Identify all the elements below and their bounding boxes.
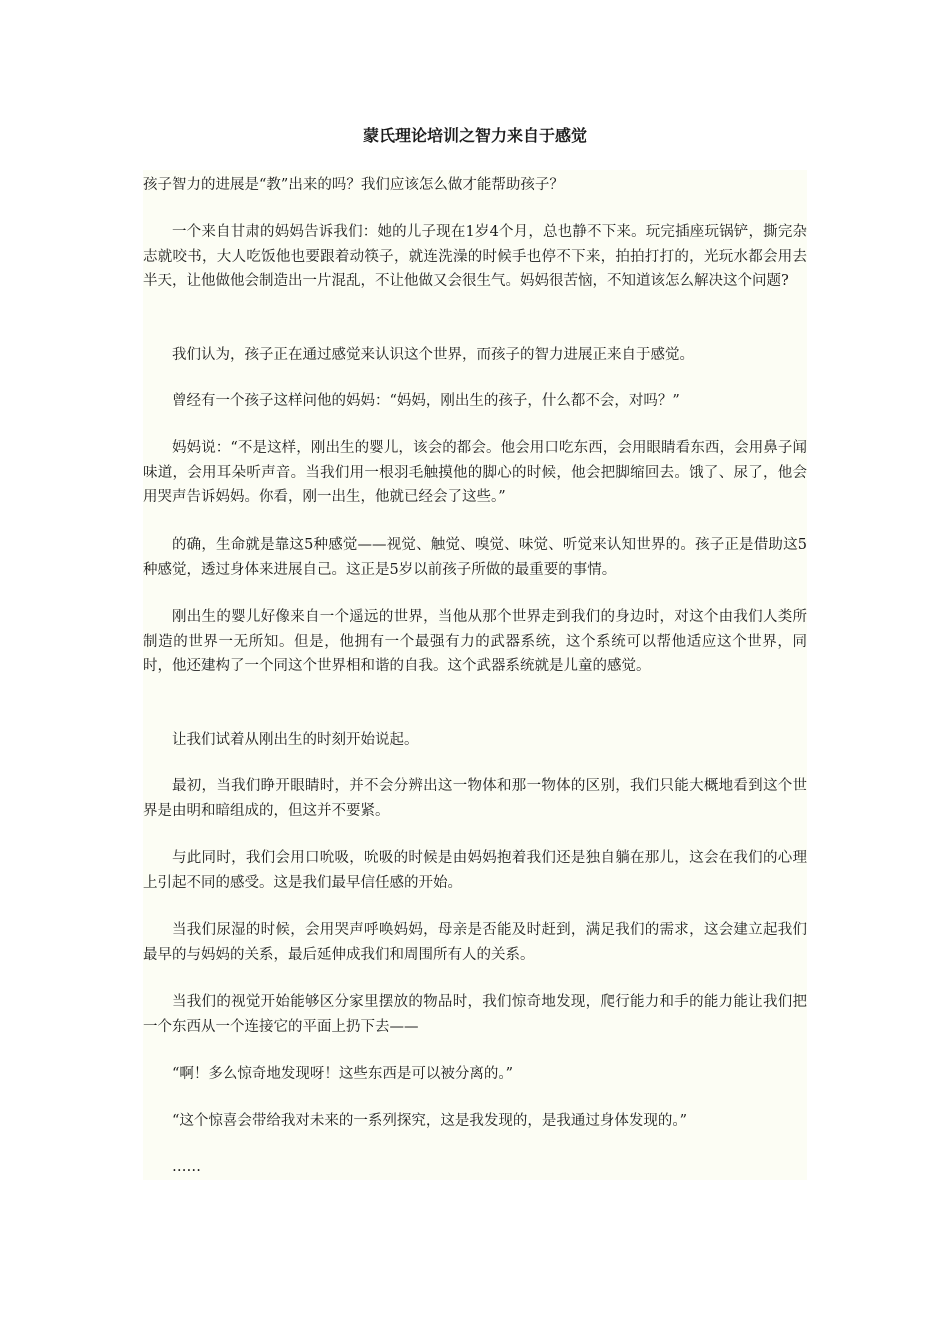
paragraph-14: ……: [172, 1159, 201, 1175]
document-title: 蒙氏理论培训之智力来自于感觉: [362, 126, 587, 145]
paragraph-11: 当我们的视觉开始能够区分家里摆放的物品时，我们惊奇地发现，爬行能力和手的能力能让我们把一个东西从一个连接它的平面上扔下去——: [143, 994, 807, 1035]
paragraph-7: 让我们试着从刚出生的时刻开始说起。: [172, 732, 419, 748]
paragraph-1: 一个来自甘肃的妈妈告诉我们：她的儿子现在1岁4个月，总也静不下来。玩完插座玩锅铲，撕完杂志就咬书，大人吃饭他也要跟着动筷子，就连洗澡的时候手也停不下来，拍拍打打的，光玩水都会用去半天，让他做他会制造出一片混乱，不让他做又会很生气。妈妈很苦恼，不知道该怎么解决这个问题?: [143, 224, 807, 289]
paragraph-2: 我们认为，孩子正在通过感觉来认识这个世界，而孩子的智力进展正来自于感觉。: [172, 347, 694, 363]
paragraph-8: 最初，当我们睁开眼睛时，并不会分辨出这一物体和那一物体的区别，我们只能大概地看到这个世界是由明和暗组成的，但这并不要紧。: [143, 778, 807, 819]
paragraph-4: 妈妈说：“不是这样，刚出生的婴儿，该会的都会。他会用口吃东西，会用眼睛看东西，会用鼻子闻味道，会用耳朵听声音。当我们用一根羽毛触摸他的脚心的时候，他会把脚缩回去。饿了、尿了，他会用哭声告诉妈妈。你看，刚一出生，他就已经会了这些。”: [143, 440, 807, 505]
intro-question: 孩子智力的进展是“教”出来的吗？我们应该怎么做才能帮助孩子？: [143, 177, 564, 193]
paragraph-10: 当我们尿湿的时候，会用哭声呼唤妈妈，母亲是否能及时赶到，满足我们的需求，这会建立起我们最早的与妈妈的关系，最后延伸成我们和周围所有人的关系。: [143, 922, 807, 963]
paragraph-6: 刚出生的婴儿好像来自一个遥远的世界，当他从那个世界走到我们的身边时，对这个由我们人类所制造的世界一无所知。但是，他拥有一个最强有力的武器系统，这个系统可以帮他适应这个世界，同时，他还建构了一个同这个世界相和谐的自我。这个武器系统就是儿童的感觉。: [143, 609, 807, 674]
paragraph-3: 曾经有一个孩子这样问他的妈妈：“妈妈，刚出生的孩子，什么都不会，对吗？”: [172, 393, 680, 409]
paragraph-5: 的确，生命就是靠这5种感觉——视觉、触觉、嗅觉、味觉、听觉来认知世界的。孩子正是借助这5种感觉，透过身体来进展自己。这正是5岁以前孩子所做的最重要的事情。: [143, 537, 807, 578]
paragraph-12: “啊！多么惊奇地发现呀！这些东西是可以被分离的。”: [172, 1066, 514, 1082]
paragraph-9: 与此同时，我们会用口吮吸，吮吸的时候是由妈妈抱着我们还是独自躺在那儿，这会在我们的心理上引起不同的感受。这是我们最早信任感的开始。: [143, 850, 807, 891]
paragraph-13: “这个惊喜会带给我对未来的一系列探究，这是我发现的，是我通过身体发现的。”: [172, 1113, 688, 1129]
